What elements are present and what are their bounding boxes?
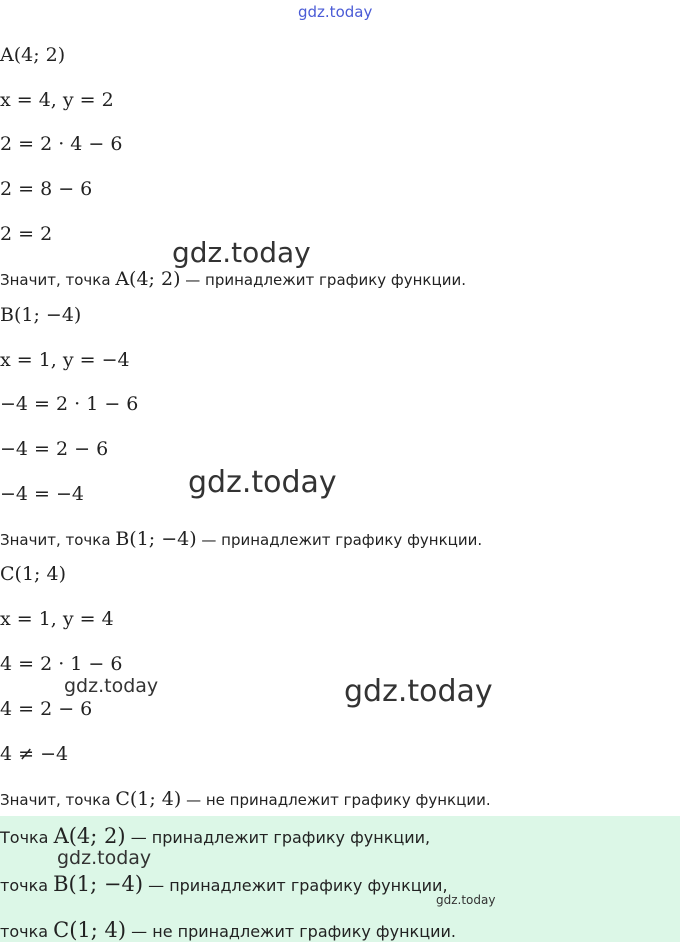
watermark: gdz.today [172,236,311,269]
point-label: C(1; 4) [53,918,127,942]
point-b-substitution: x = 1, y = −4 [0,349,130,371]
answer-line [0,872,448,896]
conclusion-suffix: — принадлежит графику функции. [180,271,466,289]
answer-suffix: — принадлежит графику функции, [143,876,448,895]
conclusion-prefix: Значит, точка [0,531,116,549]
point-c-step: 4 = 2 − 6 [0,698,93,720]
point-c-step: 4 ≠ −4 [0,743,69,765]
point-a-step: 2 = 8 − 6 [0,178,93,200]
answer-block [0,816,680,942]
point-b-step: −4 = −4 [0,483,85,505]
point-c-conclusion [0,788,491,810]
point-a-conclusion [0,268,466,290]
conclusion-prefix: Значит, точка [0,791,116,809]
point-label: B(1; −4) [53,872,144,896]
watermark: gdz.today [436,893,496,907]
point-label: A(4; 2) [53,824,126,848]
answer-suffix: — не принадлежит графику функции. [126,922,456,941]
point-b-conclusion [0,528,482,550]
point-label: B(1; −4) [115,528,197,550]
answer-prefix: точка [0,922,54,941]
point-a-title: A(4; 2) [0,44,66,66]
watermark: gdz.today [64,675,159,697]
answer-line [0,918,456,942]
answer-suffix: — принадлежит графику функции, [125,828,431,847]
watermark: gdz.today [188,465,337,500]
point-a-step: 2 = 2 [0,223,53,245]
point-a-substitution: x = 4, y = 2 [0,89,114,111]
point-b-title: B(1; −4) [0,304,82,326]
point-label: C(1; 4) [115,788,182,810]
point-label: A(4; 2) [115,268,181,290]
conclusion-suffix: — не принадлежит графику функции. [181,791,491,809]
watermark-top: gdz.today [298,3,373,21]
watermark: gdz.today [57,847,152,869]
watermark: gdz.today [344,674,493,709]
point-c-step: 4 = 2 · 1 − 6 [0,653,123,675]
answer-line [0,824,430,848]
point-a-step: 2 = 2 · 4 − 6 [0,133,123,155]
point-c-substitution: x = 1, y = 4 [0,608,114,630]
conclusion-suffix: — принадлежит графику функции. [196,531,483,549]
answer-prefix: точка [0,876,54,895]
point-c-title: C(1; 4) [0,563,66,585]
point-b-step: −4 = 2 · 1 − 6 [0,393,139,415]
conclusion-prefix: Значит, точка [0,271,116,289]
point-b-step: −4 = 2 − 6 [0,438,109,460]
answer-prefix: Точка [0,828,54,847]
